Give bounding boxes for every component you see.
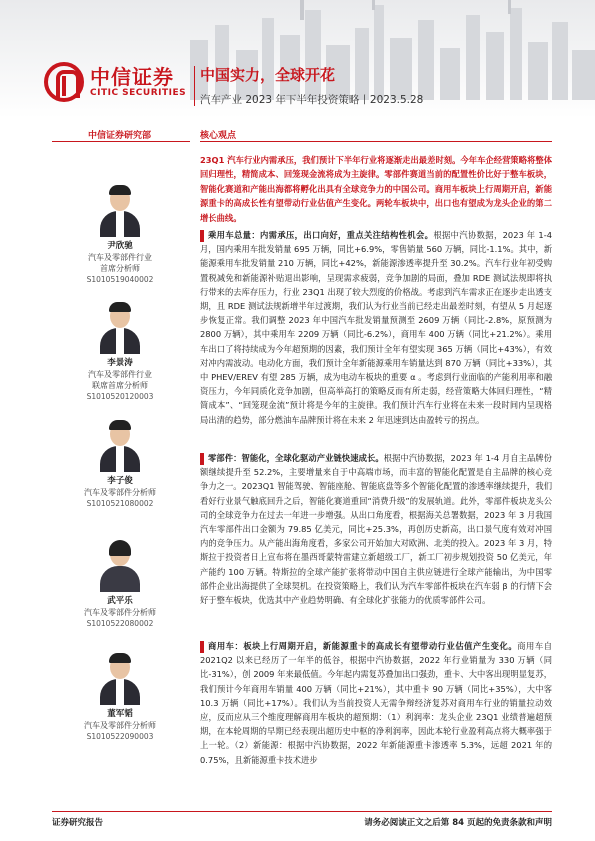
left-heading-rule xyxy=(52,141,190,142)
analyst-card xyxy=(60,302,180,402)
analyst-name: 董军韬 xyxy=(107,709,133,719)
analyst-photo xyxy=(98,420,142,472)
header-divider xyxy=(194,66,195,106)
analyst-photo xyxy=(98,653,142,705)
section-body: 根据中汽协数据，2023 年 1-4 月自主品牌份额继续提升至 52.2%，主要增量来自于中高端市场，而丰富的智能化配置是自主品牌的核心竞争力之一。2023Q1 智能驾驶、智能座舱、智能底盘等多个智能化配置的渗透率继续提升，我们看好行业景气触底回升之后，智能化赛道重回“消费升级”的发展轨道。此外，零部件板块龙头公司的全球竞争力在过去一年进一步增强。从出口角度看，根据海关总署数据，2023 年 3 月我国汽车零部件出口金额为 79.85 亿美元，同比+25.3%，再创历史新高，出口景气度有效对冲国内的竞争压力。从产能出海角度看，多家公司开始加大对欧洲、北美的投入。2023 年 3 月，特斯拉于投资者日上宣布将在墨西哥蒙特雷建立新超级工厂，新工厂初步规划投资 50 亿美元，年产能约 100 万辆。特斯拉的全球产能扩张将带动中国自主供应链进行全球产能输出，为中国零部件企业出海提供了全球契机。在投资策略上，我们认为汽车零部件板块在汽车弱 β 的行情下会好于整车板块，优选其中产业趋势明确、有全球化扩张能力的优质零部件公司。 xyxy=(200,453,552,606)
analyst-dept: 汽车及零部件行业 xyxy=(88,370,152,379)
analyst-dept: 汽车及零部件分析师 xyxy=(84,608,156,617)
analyst-card xyxy=(60,420,180,509)
citic-logo-icon xyxy=(44,62,84,102)
core-view-summary: 23Q1 汽车行业内需承压，我们预计下半年行业将逐渐走出最差时刻。今年车企经营策略将整体回归理性，精简成本、回笼现金流将成为主旋律。零部件赛道当前的配置性价比好于整车板块，智能化赛道和产能出海都将孵化出具有全球竞争力的中国公司。商用车板块上行周期开启，新能源重卡的高成长性有望带动行业估值产生变化。两轮车板块中，出口也有望成为龙头企业的第二增长曲线。 xyxy=(200,155,552,223)
analyst-dept: 汽车及零部件分析师 xyxy=(84,488,156,497)
analyst-name: 李景涛 xyxy=(107,358,133,368)
footer-rule xyxy=(52,811,552,812)
citic-logo xyxy=(44,62,186,102)
analyst-role: 联席首席分析师 xyxy=(92,381,148,390)
analyst-id: S1010519040002 xyxy=(86,275,154,284)
analyst-dept: 汽车及零部件分析师 xyxy=(84,721,156,730)
report-subtitle: 汽车产业 2023 年下半年投资策略丨2023.5.28 xyxy=(200,94,424,106)
analyst-photo xyxy=(98,540,142,592)
research-dept-heading: 中信证券研究部 xyxy=(88,131,152,141)
section-passenger-cars xyxy=(200,228,552,427)
analyst-photo xyxy=(98,185,142,237)
section-lead: 零部件：智能化，全球化驱动产业链快速成长。 xyxy=(208,453,384,463)
analyst-id: S1010522080002 xyxy=(86,619,154,628)
analyst-name: 李子俊 xyxy=(107,476,133,486)
analyst-card xyxy=(60,653,180,742)
analyst-role: 首席分析师 xyxy=(100,264,140,273)
section-auto-parts xyxy=(200,451,552,607)
analyst-name: 武平乐 xyxy=(107,596,133,606)
analyst-card xyxy=(60,540,180,629)
section-lead: 商用车：板块上行周期开启，新能源重卡的高成长有望带动行业估值产生变化。 xyxy=(208,641,518,651)
section-body: 根据中汽协数据，2023 年 1-4 月，国内乘用车批发销量 695 万辆，同比+6.9%，零售销量 560 万辆，同比-1.1%。其中，新能源乘用车批发销量 210 万辆，同比+42%，新能源渗透率提升至 30.2%。汽车行业年初受购置税减免和新能源补贴退出影响，呈现需求疲弱，竞争加剧的局面，叠加 RDE 测试法规即将执行带来的去库存压力，行业 23Q1 出现了较大烈度的价格战。考虑到汽车需求正在逐步走出透支期，且 RDE 测试法规新增半年过渡期，我们认为行业当前已经走出最差时刻，有望从 5 月起逐步恢复正常。我们调整 2023 年中国汽车批发销量预测至 2609 万辆（同比-2.8%，原预测为 2800 万辆），其中乘用车 2209 万辆（同比-6.2%），商用车 400 万辆（同比+21.2%）。乘用车出口了将持续成为今年超预期的因素，我们预计全年有望实现 365 万辆（同比+43%），有效对冲内需波动。电动化方面，我们预计全年新能源乘用车销量达到 870 万辆（同比+33%），其中 PHEV/EREV 有望 285 万辆，成为电动车板块的重要 α 。考虑到行业面临的产能利用率和融资压力，今年同质化竞争加剧，但高举高打的策略反而有所走弱，经营策略大体回归理性，“精简成本”、“回笼现金流”预计将是今年的主旋律。我们预计汽车行业将在未来一段时间内呈现格局出清的趋势，部分燃油车品牌预计将在未来 2 年迅速到达由盈转亏的拐点。 xyxy=(200,230,552,425)
analyst-card xyxy=(60,185,180,285)
section-commercial-vehicles xyxy=(200,639,552,805)
analyst-photo xyxy=(98,302,142,354)
analyst-id: S1010522090003 xyxy=(86,732,154,741)
core-view-heading: 核心观点 xyxy=(200,131,237,141)
analyst-id: S1010520120003 xyxy=(86,392,154,401)
section-lead: 乘用车总量：内需承压，出口向好，重点关注结构性机会。 xyxy=(208,230,434,240)
section-body: 商用车自 2021Q2 以来已经历了一年半的低谷，根据中汽协数据，2022 年行业销量为 330 万辆（同比-31%），创 2009 年来最低值。今年起内需复苏叠加出口强劲，重卡、大中客出现明显复苏，我们预计今年商用车销量 400 万辆（同比+21%），其中重卡 90 万辆（同比+35%），大中客 10.3 万辆（同比+17%）。我们认为当前投资人无需争辩经济复苏对商用车行业的销量拉动效应，反而应从三个维度理解商用车板块的超预期：（1）利润率：龙头企业 23Q1 业绩普遍超预期，在本轮周期的早期已经表现出超历史中枢的净利润率，因此本轮行业盈利高点将大概率强于上一轮。（2）新能源：根据中汽协数据，2022 年新能源重卡渗透率 5.3%，远超 2021 年的 0.75%，且新能源重卡技术进步 xyxy=(200,641,552,765)
analyst-dept: 汽车及零部件行业 xyxy=(88,253,152,262)
page-header xyxy=(0,0,595,118)
analyst-id: S1010521080002 xyxy=(86,499,154,508)
footer-disclaimer: 请务必阅读正文之后第 84 页起的免责条款和声明 xyxy=(364,818,552,828)
analyst-name: 尹欣驰 xyxy=(107,241,133,251)
logo-text-en: CITIC SECURITIES xyxy=(90,88,187,98)
main-heading-rule xyxy=(200,141,552,142)
logo-text-cn: 中信证券 xyxy=(90,65,174,89)
footer-report-type: 证券研究报告 xyxy=(52,818,104,828)
report-title: 中国实力，全球开花 xyxy=(200,66,336,84)
